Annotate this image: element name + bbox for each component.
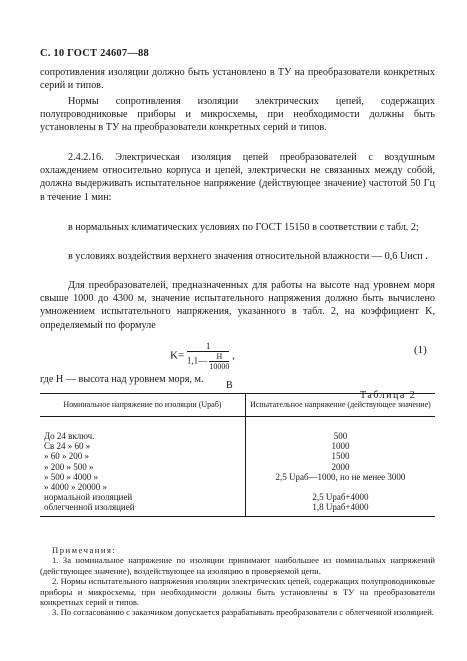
- notes-title: Примечания:: [52, 545, 117, 555]
- formula-fraction: [187, 341, 230, 371]
- table-cell-voltage-range: » 500 » 4000 »: [40, 472, 245, 482]
- table-header-row: [40, 394, 435, 417]
- table-spacer-row: [40, 417, 435, 432]
- table-cell-test-voltage: 2,5 Uраб+4000: [312, 492, 369, 503]
- table-cell-test-voltage: 1500: [331, 451, 350, 462]
- note-3: 3. По согласованию с заказчиком допускается разрабатывать преобразователи с облегченной изоляцией.: [52, 607, 434, 618]
- table-col2-header: Испытательное напряжение (действующее значение): [245, 394, 435, 417]
- formula-sub-numerator: H: [209, 352, 229, 362]
- formula-number: (1): [414, 344, 427, 356]
- note-1: 1. За номинальное напряжение по изоляции принимают наибольшее из номинальных напряжений (действующее значение), воздействующее на изоляцию в проверяемой цепи.: [40, 555, 435, 576]
- table-row: [40, 462, 435, 472]
- table-label: Таблица 2: [360, 390, 417, 401]
- table-2: [40, 393, 435, 517]
- note-2: 2. Нормы испытательного напряжения изоляции электрических цепей, содержащих полупроводниковые приборы и микросхемы, при необходимости должны быть установлены в ТУ на преобразователи конкретных серий и типов.: [40, 576, 435, 608]
- table-cell-test-voltage: 2,5 Uраб—1000, но не менее 3000: [275, 471, 406, 482]
- formula-tail: ,: [232, 349, 235, 362]
- formula-den-prefix: 1,1—: [186, 355, 208, 366]
- paragraph-p2: Нормы сопротивления изоляции электрических цепей, содержащих полупроводниковые приборы и микросхемы, при необходимости должны быть установлены в ТУ на преобразователи конкретных серий и типов.: [40, 96, 435, 134]
- formula-lhs: K=: [170, 349, 185, 362]
- table-row: [40, 441, 435, 451]
- table-letter: В: [226, 380, 233, 391]
- table-cell-voltage-range: облегченной изоляцией: [40, 502, 245, 516]
- paragraph-p3: 2.4.2.16. Электрическая изоляция цепей преобразователей с воздушным охлаждением относительно корпуса и цепей, электрически не связанных между собой, должна выдерживать испытательное напряжение (действующее значение) частотой 50 Гц в течение 1 мин:: [40, 152, 435, 203]
- table-cell-voltage-range: До 24 включ.: [40, 431, 245, 441]
- table-row: [40, 492, 435, 502]
- formula-denominator: [187, 352, 230, 371]
- page-header: С. 10 ГОСТ 24607—88: [40, 48, 149, 59]
- formula-k: [170, 341, 235, 371]
- formula-sub-denominator: 10000: [209, 362, 230, 371]
- table-row: [40, 482, 435, 492]
- table-col1-header: Номинальное напряжение по изоляции (Uраб): [40, 394, 245, 417]
- table-row: [40, 472, 435, 482]
- formula-numerator: 1: [187, 341, 230, 352]
- paragraph-p5: в условиях воздействия верхнего значения относительной влажности — 0,6 Uисп .: [68, 251, 428, 262]
- table-row: [40, 451, 435, 461]
- table-cell-test-voltage: 1000: [331, 441, 350, 452]
- table-row: [40, 431, 435, 441]
- table-cell-test-voltage: 2000: [331, 461, 350, 472]
- paragraph-p1: сопротивления изоляции должно быть установлено в ТУ на преобразователи конкретных серий и типов.: [40, 67, 435, 92]
- paragraph-p7: где H — высота над уровнем моря, м.: [40, 374, 204, 385]
- table-cell-voltage-range: Св 24 » 60 »: [40, 441, 245, 451]
- table-cell-test-voltage: 1,8 Uраб+4000: [245, 502, 435, 516]
- formula-subfraction: [209, 352, 229, 371]
- paragraph-p4: в нормальных климатических условиях по ГОСТ 15150 в соответствии с табл. 2;: [68, 222, 419, 233]
- table-cell-test-voltage: [245, 482, 435, 492]
- table-cell-test-voltage: 500: [333, 431, 348, 441]
- table-cell-voltage-range: » 200 » 500 »: [40, 462, 245, 472]
- table-row: [40, 502, 435, 516]
- paragraph-p6: Для преобразователей, предназначенных для работы на высоте над уровнем моря свыше 1000 до 4300 м, значение испытательного напряжения должно быть вычислено умножением испытательного напряжения, указанного в табл. 2, на коэффициент K, определяемый по формуле: [40, 280, 435, 331]
- table-cell-voltage-range: » 4000 » 20000 »: [40, 482, 245, 492]
- table-cell-voltage-range: » 60 » 200 »: [40, 451, 245, 461]
- table-cell-voltage-range: нормальной изоляцией: [40, 492, 245, 502]
- table-notes: [40, 545, 435, 618]
